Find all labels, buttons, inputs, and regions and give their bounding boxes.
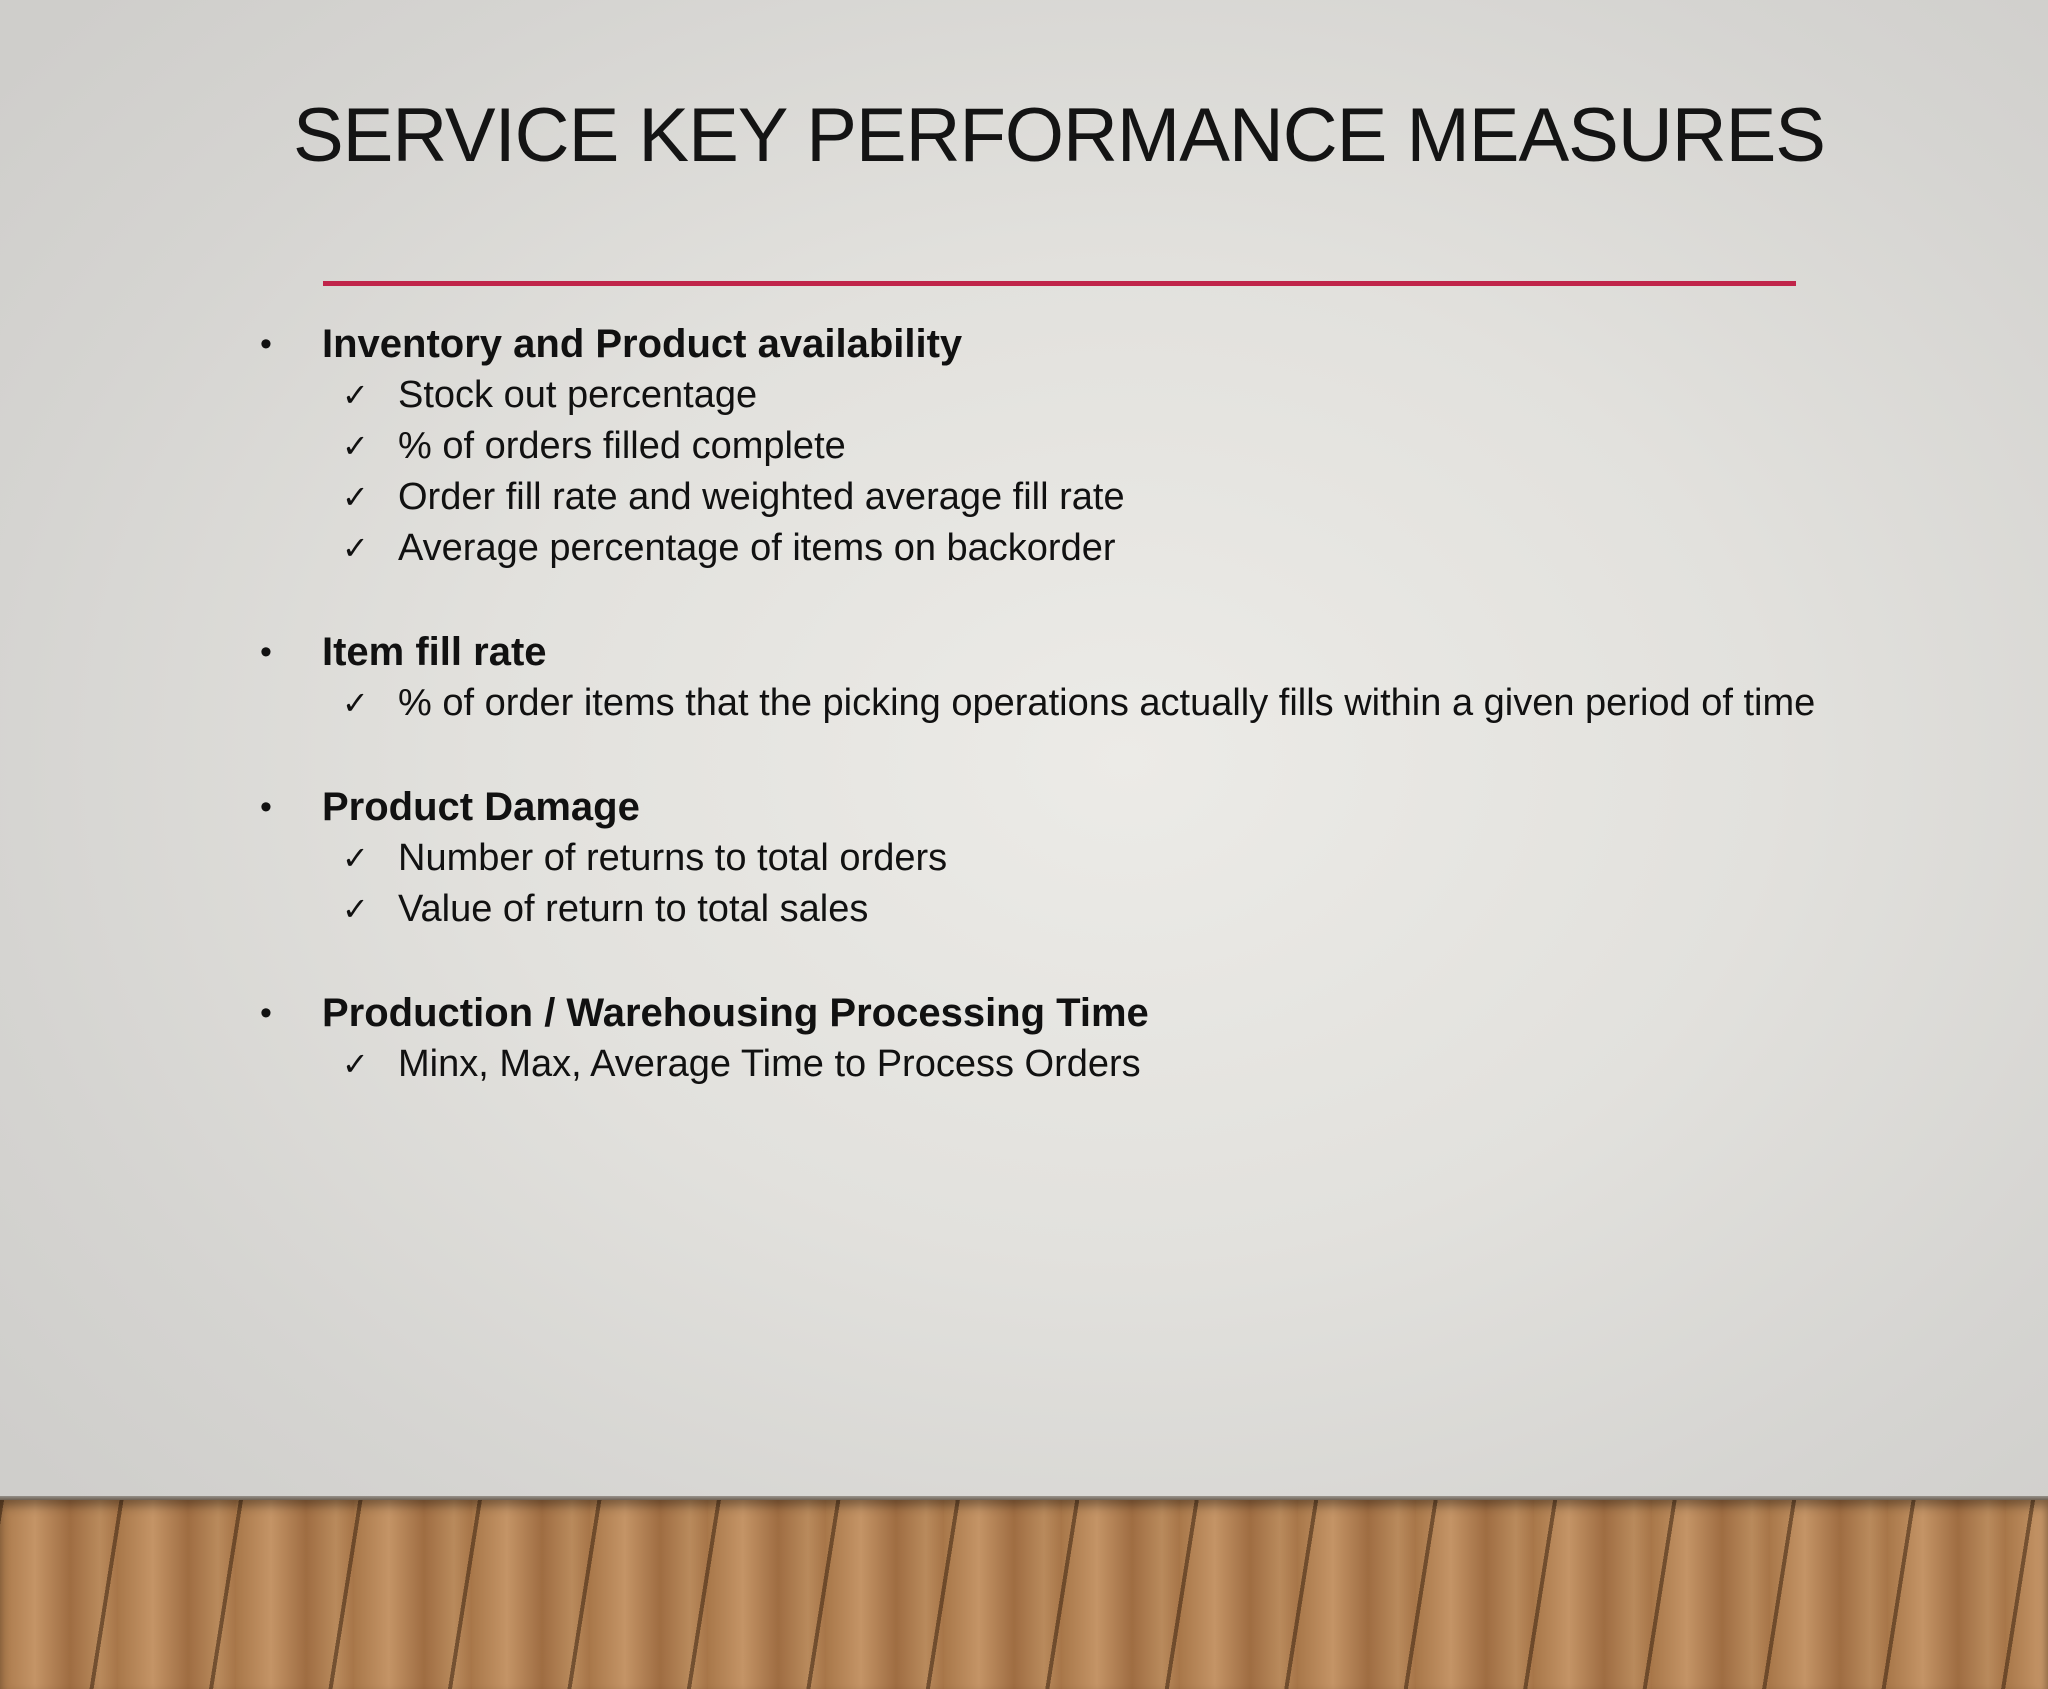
section-heading (260, 781, 1820, 833)
checkmark-icon: ✓ (342, 427, 369, 465)
section-heading-text: Item fill rate (322, 630, 547, 674)
list-item-text: Order fill rate and weighted average fill rate (398, 476, 1125, 518)
checkmark-icon: ✓ (342, 684, 369, 722)
bullet-icon: • (260, 994, 272, 1032)
checkmark-icon: ✓ (342, 1045, 369, 1083)
list-item-text: % of orders filled complete (398, 425, 846, 467)
wood-floor-decoration (0, 1500, 2048, 1689)
list-item (260, 833, 1820, 884)
list-item-text: Average percentage of items on backorder (398, 527, 1116, 569)
list-item-text: Number of returns to total orders (398, 837, 948, 879)
list-item-text: Stock out percentage (398, 374, 758, 416)
section-inventory (260, 318, 1820, 574)
item-list (260, 678, 1820, 729)
bullet-icon: • (260, 325, 272, 363)
section-heading-text: Inventory and Product availability (322, 322, 963, 366)
slide-title: SERVICE KEY PERFORMANCE MEASURES (292, 93, 1825, 178)
section-item-fill-rate (260, 626, 1820, 729)
item-list (260, 833, 1820, 935)
checkmark-icon: ✓ (342, 839, 369, 877)
list-item (260, 472, 1820, 523)
title-divider (323, 281, 1796, 286)
bullet-icon: • (260, 788, 272, 826)
section-heading-text: Production / Warehousing Processing Time (322, 991, 1149, 1035)
list-item-text: % of order items that the picking operations actually fills within a given period of time (398, 682, 1816, 724)
section-heading (260, 318, 1820, 370)
list-item-text: Minx, Max, Average Time to Process Orders (398, 1043, 1141, 1085)
section-heading (260, 987, 1820, 1039)
checkmark-icon: ✓ (342, 890, 369, 928)
list-item (260, 370, 1820, 421)
list-item (260, 678, 1820, 729)
checkmark-icon: ✓ (342, 478, 369, 516)
list-item-text: Value of return to total sales (398, 888, 869, 930)
item-list (260, 1039, 1820, 1090)
slide-content (260, 318, 1820, 1142)
item-list (260, 370, 1820, 574)
list-item (260, 884, 1820, 935)
checkmark-icon: ✓ (342, 376, 369, 414)
list-item (260, 1039, 1820, 1090)
section-product-damage (260, 781, 1820, 935)
bullet-icon: • (260, 633, 272, 671)
section-processing-time (260, 987, 1820, 1090)
section-heading (260, 626, 1820, 678)
list-item (260, 421, 1820, 472)
section-heading-text: Product Damage (322, 785, 640, 829)
checkmark-icon: ✓ (342, 529, 369, 567)
list-item (260, 523, 1820, 574)
